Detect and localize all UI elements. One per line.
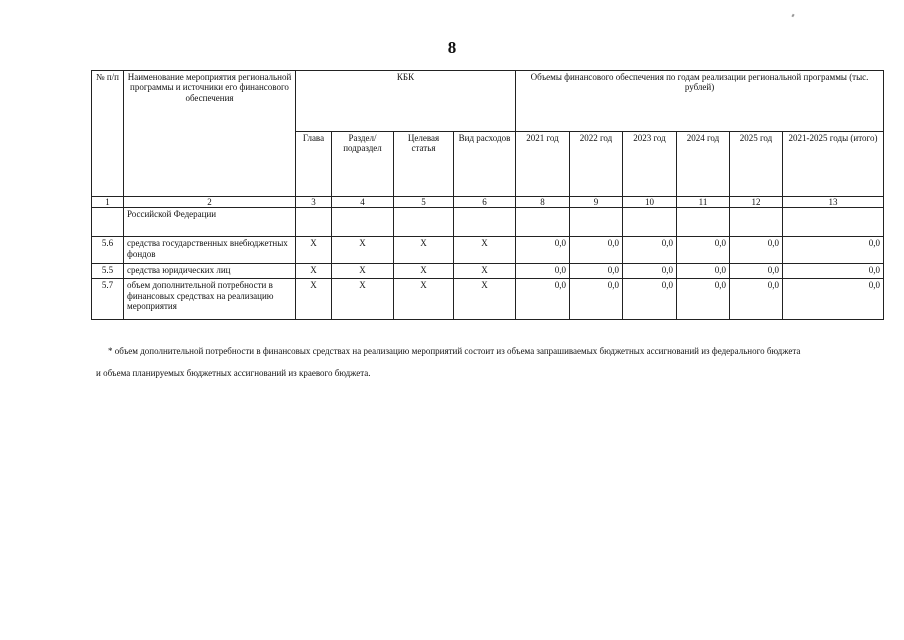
row-kbk-statya [394, 208, 454, 237]
col-number: 5 [394, 197, 454, 208]
header-num: № п/п [92, 71, 124, 197]
row-value-total: 0,0 [783, 279, 884, 320]
financing-table [91, 70, 884, 320]
row-value-total [783, 208, 884, 237]
row-kbk-vid: Х [454, 237, 516, 264]
row-value-2021: 0,0 [516, 279, 570, 320]
page-number: 8 [447, 38, 457, 57]
col-number: 11 [677, 197, 730, 208]
row-value-2022: 0,0 [570, 279, 623, 320]
col-number: 10 [623, 197, 677, 208]
row-value-2024 [677, 208, 730, 237]
row-kbk-razdel [332, 208, 394, 237]
row-kbk-vid: Х [454, 264, 516, 279]
header-year-2024: 2024 год [677, 132, 730, 197]
row-kbk-statya: Х [394, 237, 454, 264]
col-number: 4 [332, 197, 394, 208]
col-number: 8 [516, 197, 570, 208]
col-number: 3 [296, 197, 332, 208]
header-year-2023: 2023 год [623, 132, 677, 197]
row-kbk-vid: Х [454, 279, 516, 320]
row-value-2021: 0,0 [516, 237, 570, 264]
footnote-line-1: * объем дополнительной потребности в финансовых средствах на реализацию мероприятий состоит из объема запрашиваемых бюджетных ассигнований из федерального бюджета [108, 346, 801, 356]
row-value-2022: 0,0 [570, 237, 623, 264]
row-value-2021 [516, 208, 570, 237]
col-number: 1 [92, 197, 124, 208]
row-value-total: 0,0 [783, 237, 884, 264]
row-kbk-glava [296, 208, 332, 237]
column-numbers-row [92, 197, 884, 208]
row-name: объем дополнительной потребности в финансовых средствах на реализацию мероприятия [124, 279, 296, 320]
row-value-2025: 0,0 [730, 279, 783, 320]
row-num [92, 208, 124, 237]
row-value-2025: 0,0 [730, 264, 783, 279]
footnote [96, 340, 876, 384]
header-total: 2021-2025 годы (итого) [783, 132, 884, 197]
col-number: 2 [124, 197, 296, 208]
row-value-2024: 0,0 [677, 237, 730, 264]
header-volumes: Объемы финансового обеспечения по годам реализации региональной программы (тыс. рублей) [516, 71, 884, 132]
row-value-2024: 0,0 [677, 264, 730, 279]
header-razdel: Раздел/ подраздел [332, 132, 394, 197]
header-kbk: КБК [296, 71, 516, 132]
header-year-2025: 2025 год [730, 132, 783, 197]
row-value-2024: 0,0 [677, 279, 730, 320]
header-year-2021: 2021 год [516, 132, 570, 197]
table-row [92, 208, 884, 237]
col-number: 6 [454, 197, 516, 208]
table-row [92, 264, 884, 279]
row-value-2022: 0,0 [570, 264, 623, 279]
row-num: 5.6 [92, 237, 124, 264]
row-kbk-vid [454, 208, 516, 237]
row-value-2025: 0,0 [730, 237, 783, 264]
col-number: 13 [783, 197, 884, 208]
row-num: 5.7 [92, 279, 124, 320]
row-value-2025 [730, 208, 783, 237]
row-value-total: 0,0 [783, 264, 884, 279]
col-number: 12 [730, 197, 783, 208]
header-glava: Глава [296, 132, 332, 197]
row-num: 5.5 [92, 264, 124, 279]
row-name: средства юридических лиц [124, 264, 296, 279]
header-statya: Целевая статья [394, 132, 454, 197]
table-row [92, 279, 884, 320]
row-value-2021: 0,0 [516, 264, 570, 279]
table-row [92, 237, 884, 264]
row-kbk-razdel: Х [332, 279, 394, 320]
row-value-2023: 0,0 [623, 237, 677, 264]
row-kbk-glava: Х [296, 264, 332, 279]
footnote-line-2: и объема планируемых бюджетных ассигнований из краевого бюджета. [96, 368, 371, 378]
row-value-2023: 0,0 [623, 279, 677, 320]
row-kbk-razdel: Х [332, 264, 394, 279]
header-name: Наименование мероприятия региональной программы и источники его финансового обеспечения [124, 71, 296, 197]
row-value-2022 [570, 208, 623, 237]
row-name: средства государственных внебюджетных фондов [124, 237, 296, 264]
row-kbk-razdel: Х [332, 237, 394, 264]
row-name: Российской Федерации [124, 208, 296, 237]
row-kbk-statya: Х [394, 264, 454, 279]
row-kbk-glava: Х [296, 279, 332, 320]
row-kbk-glava: Х [296, 237, 332, 264]
col-number: 9 [570, 197, 623, 208]
header-year-2022: 2022 год [570, 132, 623, 197]
row-kbk-statya: Х [394, 279, 454, 320]
row-value-2023: 0,0 [623, 264, 677, 279]
scan-mark [791, 14, 794, 18]
row-value-2023 [623, 208, 677, 237]
header-vid: Вид расходов [454, 132, 516, 197]
